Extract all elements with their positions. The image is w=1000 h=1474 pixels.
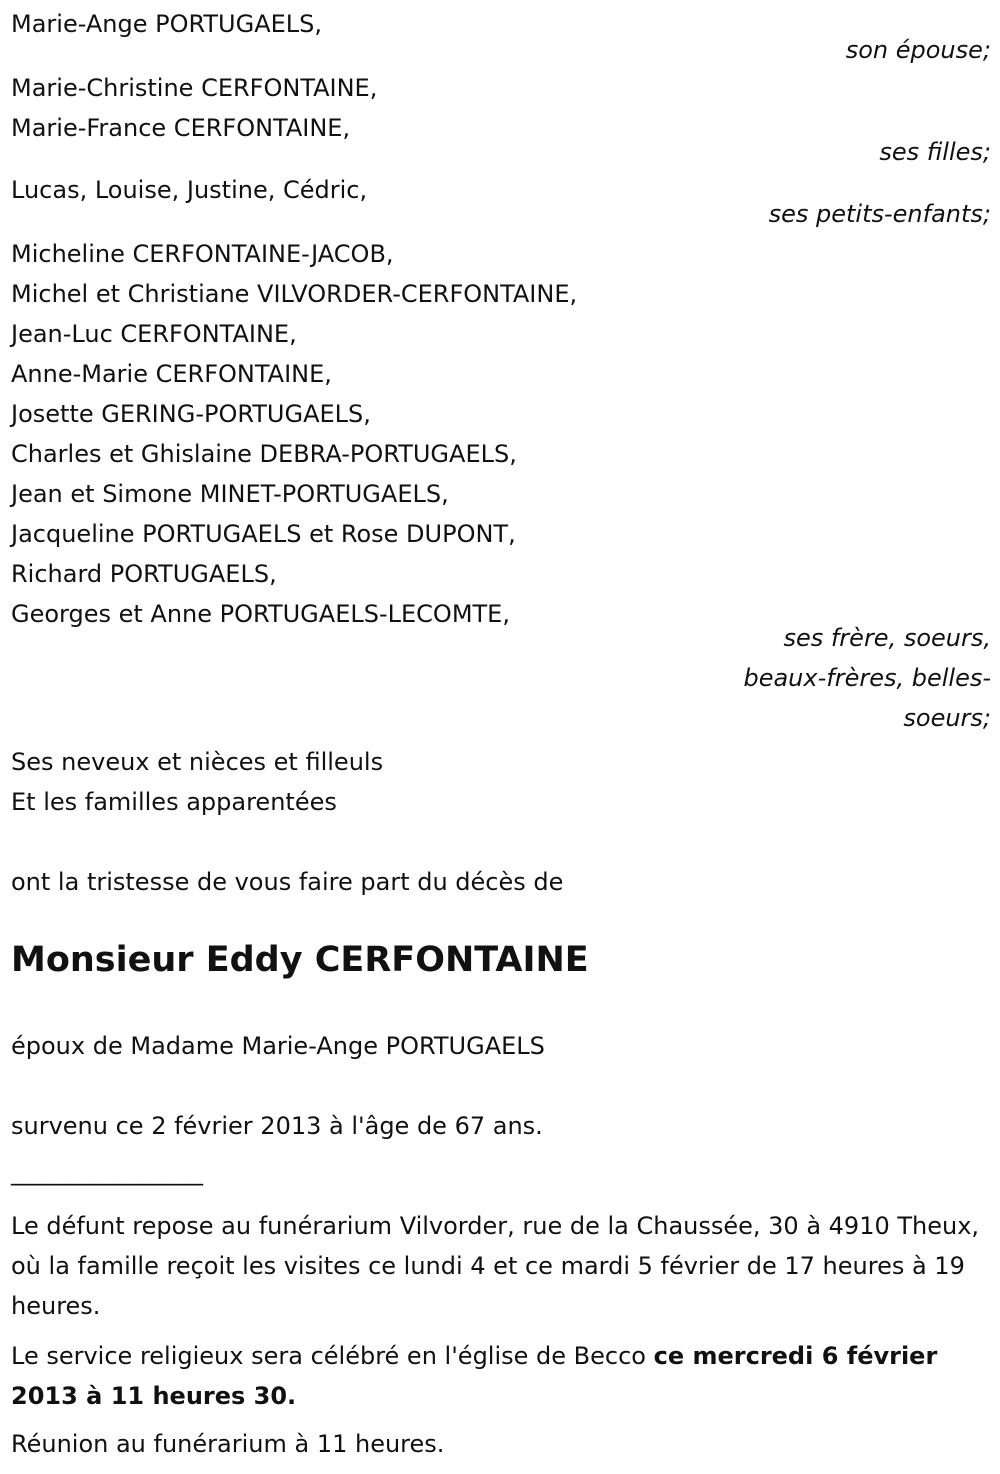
separator-line: ________________ xyxy=(11,1158,203,1186)
sibling-name: Jacqueline PORTUGAELS et Rose DUPONT, xyxy=(11,520,516,548)
daughters-role: ses filles; xyxy=(879,138,991,166)
sibling-name: Jean et Simone MINET-PORTUGAELS, xyxy=(11,480,449,508)
service-date: ce mercredi 6 février 2013 à 11 heures 30. xyxy=(11,1342,938,1410)
others-group xyxy=(11,742,991,902)
siblings-role-line-3: soeurs; xyxy=(903,704,991,732)
siblings-role-line-1: ses frère, soeurs, xyxy=(783,624,991,652)
families-line: Et les familles apparentées xyxy=(11,788,337,816)
daughter-name-1: Marie-Christine CERFONTAINE, xyxy=(11,74,378,102)
service-text: Le service religieux sera célébré en l'église de Becco xyxy=(11,1342,654,1370)
death-line: survenu ce 2 février 2013 à l'âge de 67 ans. xyxy=(11,1112,543,1140)
deceased-name: Monsieur Eddy CERFONTAINE xyxy=(11,940,589,980)
spouse-role: son épouse; xyxy=(845,36,991,64)
service-paragraph xyxy=(11,1336,986,1416)
sibling-name: Jean-Luc CERFONTAINE, xyxy=(11,320,297,348)
sibling-name: Georges et Anne PORTUGAELS-LECOMTE, xyxy=(11,600,510,628)
announcement-text: ont la tristesse de vous faire part du décès de xyxy=(11,868,564,896)
sibling-name: Charles et Ghislaine DEBRA-PORTUGAELS, xyxy=(11,440,517,468)
sibling-name: Anne-Marie CERFONTAINE, xyxy=(11,360,332,388)
siblings-group xyxy=(11,234,991,732)
sibling-name: Richard PORTUGAELS, xyxy=(11,560,277,588)
nephews-line: Ses neveux et nièces et filleuls xyxy=(11,748,384,776)
grandchildren-group xyxy=(11,170,991,234)
spouse-name: Marie-Ange PORTUGAELS, xyxy=(11,10,323,38)
grandchildren-names: Lucas, Louise, Justine, Cédric, xyxy=(11,176,368,204)
sibling-name: Micheline CERFONTAINE-JACOB, xyxy=(11,240,394,268)
siblings-role-line-2: beaux-frères, belles- xyxy=(743,664,991,692)
spouse-of-line: époux de Madame Marie-Ange PORTUGAELS xyxy=(11,1032,545,1060)
reunion-line: Réunion au funérarium à 11 heures. xyxy=(11,1430,445,1458)
spouse-group xyxy=(11,4,991,68)
grandchildren-role: ses petits-enfants; xyxy=(768,200,991,228)
sibling-name: Michel et Christiane VILVORDER-CERFONTAINE, xyxy=(11,280,578,308)
sibling-name: Josette GERING-PORTUGAELS, xyxy=(11,400,371,428)
visitation-paragraph: Le défunt repose au funérarium Vilvorder, rue de la Chaussée, 30 à 4910 Theux, où la famille reçoit les visites ce lundi 4 et ce mardi 5 février de 17 heures à 19 heures. xyxy=(11,1212,980,1320)
daughters-group xyxy=(11,68,991,170)
daughter-name-2: Marie-France CERFONTAINE, xyxy=(11,114,351,142)
obituary-document xyxy=(11,4,991,1458)
